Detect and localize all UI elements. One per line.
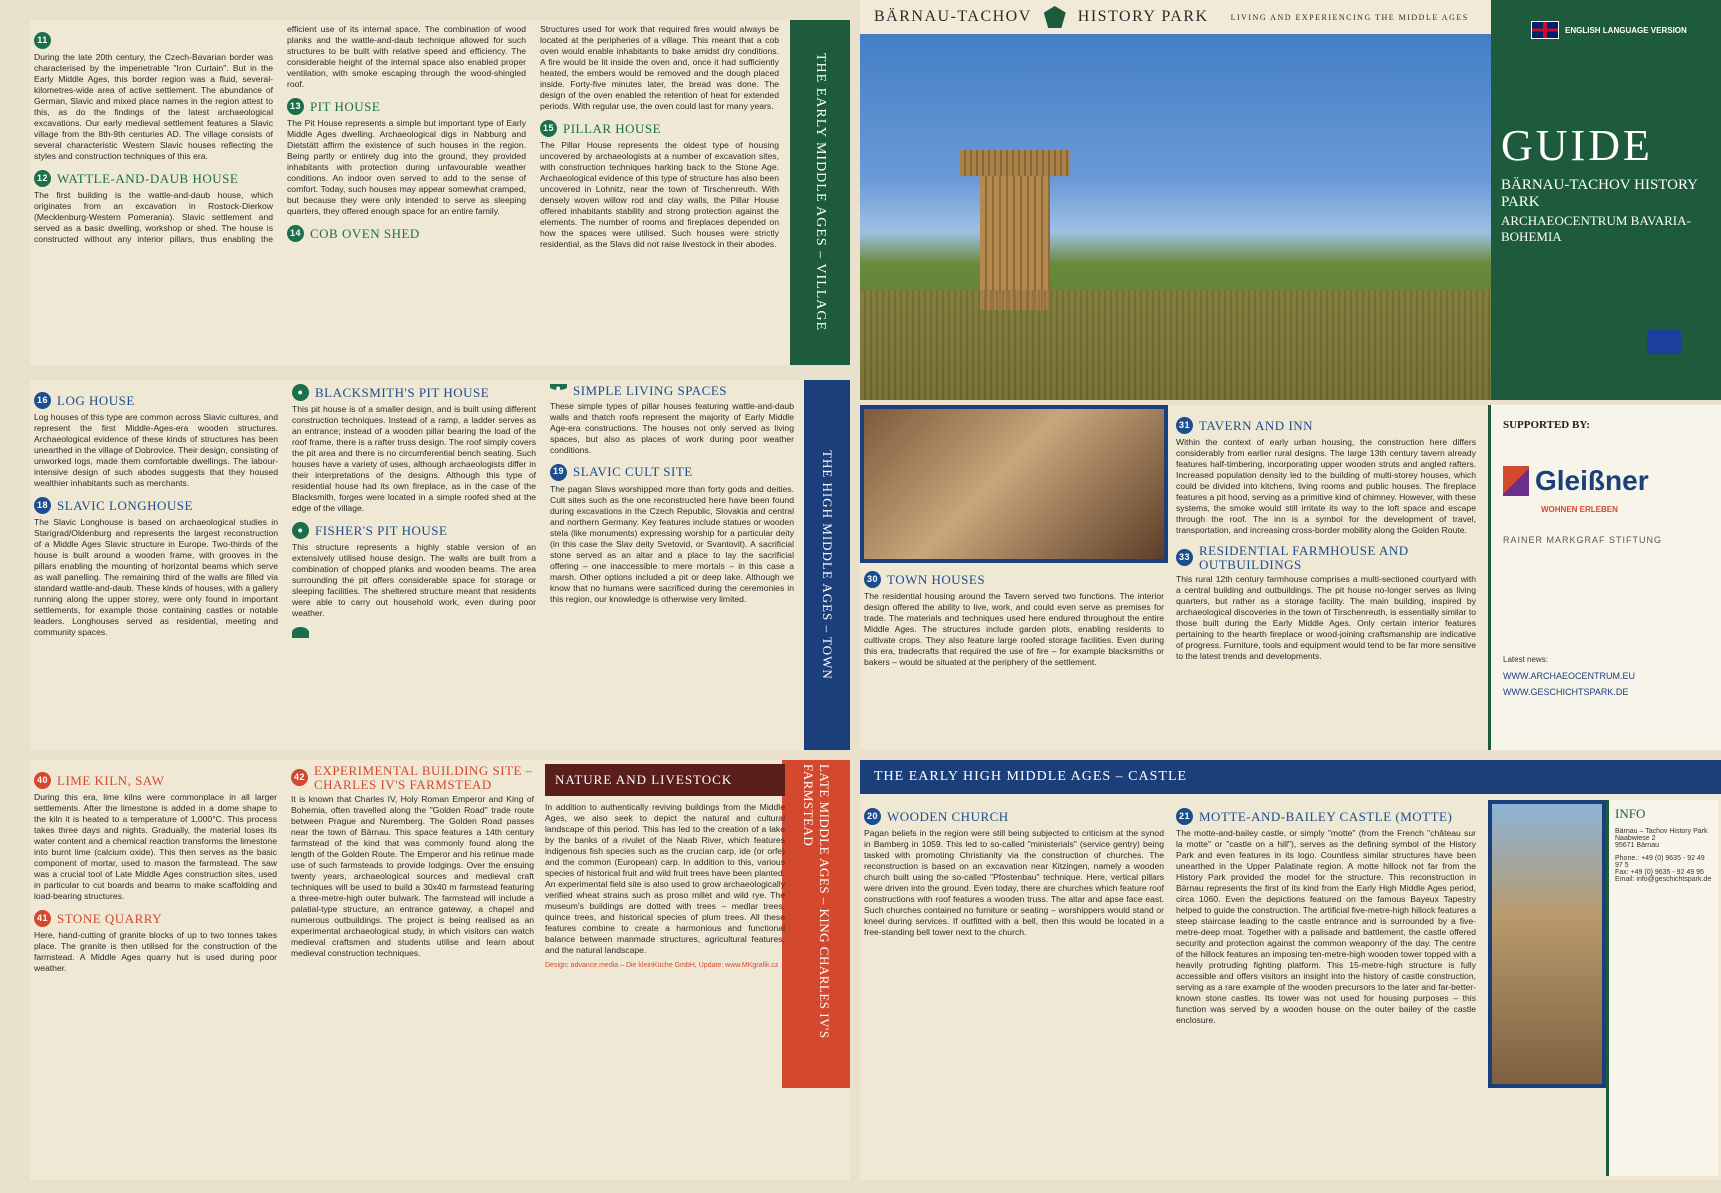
panel-cover [860, 0, 1721, 400]
section-text: The Pillar House represents the oldest type of housing uncovered by archaeologists at a number of excavation sites, with construction techniques harking back to the Stone Age. Archaeological evidence of this type of structure has also been uncovered in Lohnitz, near the town of Tirschenreuth. With densely woven willow rod and clay walls, the Pillar House offered inhabitants stability and strong protection against the elements. The number of rooms and fireplaces depended on how the spaces were utilised. Such houses were strictly residential, as the Slavs did not raise livestock in their abodes. [540, 140, 779, 249]
park-logo [874, 6, 1469, 28]
section-title: SIMPLE LIVING SPACES [573, 383, 727, 398]
info-address-1: Bärnau – Tachov History Park [1615, 828, 1708, 835]
early-village-band-label: THE EARLY MIDDLE AGES – VILLAGE [813, 53, 828, 332]
castle-photo [1488, 800, 1606, 1088]
english-badge [1531, 20, 1701, 40]
info-email[interactable]: Email: info@geschichtspark.de [1615, 876, 1712, 883]
section-number: 41 [34, 910, 51, 927]
section-text: Log houses of this type are common across Slavic cultures, and represent the first Middle-Ages-era wooden structures. Archaeological evidence of these kinds of structures has been unearthed in the village of Dobrovice. Their design, consisting of unworked logs, made them comfortable dwellings. The labour-intensive design of such abodes suggests that they housed wealthier inhabitants such as merchants. [34, 412, 278, 488]
section-text: The Pit House represents a simple but important type of Early Middle Ages dwelling. Archaeological digs in Nabburg and Dietstätt affirm the existence of such houses in the region. Being partly or entirely dug into the ground, they provided inhabitants with protection during unfavourable weather conditions. An indoor oven served to add to the sense of comfort. Today, such houses may appear somewhat cramped, but because they were only intended to serve as sleeping quarters, they offered enough space for an entire family. [287, 118, 526, 216]
section-number: 13 [287, 98, 304, 115]
section-title: WATTLE-AND-DAUB HOUSE [57, 170, 239, 186]
section-title: LIME KILN, SAW [57, 772, 165, 788]
section-text: Within the context of early urban housing, the construction here differs considerably from earlier rural designs. The large 13th century tavern already features half-timbering, incorporating upper wooden struts and angled rafters. Increased population density led to the building of multi-storey houses, which could be divided into kitchens, living rooms and public houses. The fireplace features a pit hood, serving as a primitive kind of chimney. However, with these systems, the smoke would still irritate its way to the loft space and escape through the roof. The inn is a symbol for the development of travel, transportation, and increasing cross-border mobility along the Golden Route. [1176, 437, 1476, 535]
section-title: RESIDENTIAL FARMHOUSE AND OUTBUILDINGS [1199, 543, 1409, 572]
section-title: WOODEN CHURCH [887, 808, 1009, 824]
section-text: It is known that Charles IV, Holy Roman Emperor and King of Bohemia, often travelled along the "Golden Road" trade route between Prague and Nuremberg. The Golden Road passes near the town of Bärnau. This space features a 14th century farmstead of the kind that was commonly found along the length of the Golden Route. The Emperor and his retinue made use of such farmsteads to provide lodgings. Over the ensuing twenty years, archaeological sources and medieval craft techniques will be used to build a 30x40 m farmstead featuring a three-metre-high outer bulwark. The farmstead will include a palatial-type structure, an entrance gateway, a chapel and numerous outbuildings. The project is being realised as an experimental archaeological study, in which visitors can watch medieval craftsmen and students utilise and learn about medieval construction techniques. [291, 794, 534, 959]
section-title: PILLAR HOUSE [563, 120, 662, 136]
gleissner-name: Gleißner [1535, 465, 1649, 496]
section-title: EXPERIMENTAL BUILDING SITE – CHARLES IV'S FARMSTEAD [314, 763, 533, 792]
guide-title: GUIDE [1501, 121, 1653, 170]
section-title: SLAVIC CULT SITE [573, 464, 693, 480]
section-number: 21 [1176, 808, 1193, 825]
section-title: TOWN HOUSES [887, 571, 986, 587]
section-number: 12 [34, 170, 51, 187]
nature-band [545, 764, 785, 796]
section-number: 15 [540, 120, 557, 137]
logo-tagline: LIVING AND EXPERIENCING THE MIDDLE AGES [1230, 12, 1469, 22]
info-address-3: 95671 Bärnau [1615, 842, 1659, 849]
park-logo-icon [1044, 6, 1066, 28]
url-geschichtspark[interactable]: WWW.GESCHICHTSPARK.DE [1503, 687, 1629, 697]
section-text: Here, hand-cutting of granite blocks of up to two tonnes takes place. The granite is then utilised for the construction of the farmstead. A Middle Ages quarry hut is used during poor weather. [34, 930, 277, 973]
info-heading: INFO [1615, 806, 1646, 821]
section-title: COB OVEN SHED [310, 225, 420, 241]
section-text: This rural 12th century farmhouse comprises a multi-sectioned courtyard with a central building and outbuildings. The pit house no-longer serves as living quarters, but rather as a storage facility. The main building, inspired by archaeological discoveries in the town of Tirschenreuth, is essentially similar to those built during the Early Middle Ages. Only certain interior features pertaining to the hearth fireplace or wood-joining craftsmanship are indicative of progress. Furniture, tools and equipment would tend to be far more sensitive to the latest trends and developments. [1176, 574, 1476, 662]
supporters-panel [1488, 405, 1721, 750]
section-text: The motte-and-bailey castle, or simply "motte" (from the French "château sur la motte" or "castle on a hill"), serves as the defining symbol of the History Park and even features in its logo. Countless similar structures have been unearthed in the Upper Palatinate region. A motte hillock not far from the History Park provided the model for the structure. This reconstruction in Bärnau represents the first of its kind from the Early High Middle Ages period, circa 1060. Even the depictions featured on the famous Bayeux Tapestry helped to guide the construction. The artificial five-metre-high hillock features a steep staircase leading to the castle entrance and is surrounded by a five-metre-deep moat. Together with a palisade and battlement, the castle offered security and protection against the common weaponry of the day. The centre of the hillock features an imposing ten-metre-high wooden tower topped with a heavily protruding fighting platform. This 15-metre-high structure is fully accessible and offers visitors an insight into the history of castle construction, serving as a rare example of the wooden precursors to the later and far-better-known stone castles. Its tower was not used for housing purposes – this function was served by a wooden house on the outer bailey of the castle enclosure. [1176, 828, 1476, 1025]
section-title: PIT HOUSE [310, 98, 381, 114]
gleissner-tagline: WOHNEN ERLEBEN [1541, 505, 1618, 514]
section-number: 11 [34, 32, 51, 49]
panel-late-middle-ages [30, 760, 850, 1180]
panel-high-town [30, 380, 850, 750]
gleissner-logo-icon [1503, 466, 1529, 496]
latest-news-label: Latest news: [1503, 655, 1548, 664]
castle-band-label: THE EARLY HIGH MIDDLE AGES – CASTLE [874, 769, 1188, 784]
tavern-photo [860, 405, 1168, 563]
panel-early-village [30, 20, 850, 365]
english-label: ENGLISH LANGUAGE VERSION [1565, 25, 1687, 35]
section-text: The Slavic Longhouse is based on archaeological studies in Starigrad/Oldenburg and represents the largest reconstruction of a Middle Ages Slavic structure in Europe. Two-thirds of the house is built around a wooden frame, with grooves in the pillars enabling the mounting of horizontal beams which serve as wall panelling. The remaining third of the walls are filled via standard wattle-and-daub. These kinds of houses, with a gallery running along the upper storey, were only found in important settlements, for example those containing castles or notable leaders. Longhouses served as residential, meeting and community spaces. [34, 517, 278, 637]
info-phone[interactable]: Phone.: +49 (0) 9635 - 92 49 97 5 [1615, 855, 1705, 869]
section-number: 31 [1176, 417, 1193, 434]
section-number: 42 [291, 769, 308, 786]
section-number: ● [292, 522, 309, 539]
section-number: 40 [34, 772, 51, 789]
panel-castle [860, 760, 1721, 1180]
section-text: During this era, lime kilns were commonplace in all larger settlements. After the limestone is added in a dome shape to the kiln it is heated to a temperature of 1,000°C. This process takes three days and nights. Gradually, the material loses its water content and a chemical reaction transforms the limestone into burnt lime (calcium oxide). This then serves as the basic component of mortar, used to mason the farmstead. The saw was a crucial tool of Late Middle Ages construction sites, used in particular to cut boards and beams to make scaffolding and load-bearing structures. [34, 792, 277, 901]
section-number: 14 [287, 225, 304, 242]
section-title: SLAVIC LONGHOUSE [57, 497, 193, 513]
section-number: 30 [864, 571, 881, 588]
section-text: The residential housing around the Tavern served two functions. The interior design offered the ability to live, work, and could even serve as premises for trade. The materials and techniques used here endured throughout the entire Middle Ages. The structures include garden plots, enabling residents to cultivate crops. They also feature large roofed storage facilities. Even during this era, tradecrafts that required the use of fire – for example blacksmiths or bakers – would be situated at the periphery of the settlement. [864, 591, 1164, 667]
info-address-2: Naabwiese 2 [1615, 835, 1656, 842]
eu-flag-icon [1647, 330, 1681, 354]
section-text: This pit house is of a smaller design, and is built using different construction techniques. Instead of a ramp, a ladder serves as an entrance; instead of a wooden pillar bearing the load of the roof frame, there is a rafter truss design. The roof simply covers the pit area and there is no circumferential bench seating. Such houses have a variety of uses, although archaeologists differ in their interpretations of the designs. Although this type of residential house had its own fireplace, as in the case of the Blacksmith, forges were located in a simple roofed shed at the edge of the village. [292, 404, 536, 513]
url-archaeocentrum[interactable]: WWW.ARCHAEOCENTRUM.EU [1503, 671, 1635, 681]
section-number: 33 [1176, 549, 1193, 566]
supported-label: SUPPORTED BY: [1503, 419, 1590, 431]
section-text: The first building is the wattle-and-daub house, which originates from an excavation in Rostock-Dierkow (Mecklenburg-Western Pomerania). Slavic settlement and served as a basic dwelling, workshop or shed. The house is constructed without any interior pillars, thus enabling the efficient use of its internal space. The combination of wood planks and the wattle-and-daub technique allowed for such structures to be built with relative speed and efficiency. The considerable height of the internal space also enabled proper ventilation, with smoke escaping through the wood-shingled roof. [34, 24, 526, 244]
design-credit: Design: advance.media – Die kleinKüche GmbH, Update: www.MKgrafik.cz [545, 962, 779, 969]
cover-subtitle-1: BÄRNAU-TACHOV HISTORY PARK [1501, 177, 1698, 210]
section-number: ● [292, 384, 567, 638]
section-title: FISHER'S PIT HOUSE [315, 522, 448, 538]
uk-flag-icon [1531, 21, 1559, 39]
nature-band-label: NATURE AND LIVESTOCK [555, 772, 733, 787]
info-panel [1606, 800, 1718, 1176]
early-village-intro: During the late 20th century, the Czech-Bavarian border was characterised by the impenetrable "Iron Curtain". But in the Early Middle Ages, this border region was a fluid, several-kilometres-wide area of active settlement. The abundance of German, Slavic and mixed place names in the region attest to this, as do the findings of the latest archaeological excavations. Our early medieval settlement features a Slavic village from the 8th-9th centuries AD. The village consists of several characteristic Western Slavic houses reflecting the styles and construction techniques of this era. [34, 52, 273, 161]
section-title: TAVERN AND INN [1199, 417, 1314, 433]
nature-text: In addition to authentically reviving buildings from the Middle Ages, we also seek to depict the natural and cultural landscape of this period. This has led to the creation of a lake by the banks of a rivulet of the Naab River, which features indigenous fish species such as the crucian carp, ide (or orfe) and the common (European) carp. In addition to this, various species of historical fruit and wild fruit trees have been planted. An experimental field site is also used to grow archaeologically verified wheat strains such as proso millet and wild rye. The museum's buildings are dotted with trees – medlar trees, quince trees, and historical species of plum trees. All these features combine to create a harmonious and functional balance between manmade structures, agricultural features, and the natural landscape. [545, 802, 785, 955]
logo-name-1: BÄRNAU-TACHOV [874, 8, 1032, 25]
section-title: MOTTE-AND-BAILEY CASTLE (MOTTE) [1199, 808, 1453, 824]
cover-guide [1501, 120, 1701, 245]
logo-name-2: HISTORY PARK [1077, 8, 1209, 25]
section-text: Pagan beliefs in the region were still being subjected to criticism at the synod in Bamberg in 1059. This led to so-called "ministerials" (service gentry) being tasked with promoting Christianity via the construction of churches. The reconstruction is based on an excavation near Kitzingen, namely a wooden church built using the so-called "Pfostenbau" technique. Here, vertical pillars were driven into the ground. Even today, there are churches which feature roof constructions with roof features a wooden truss. The altar and apse face east. Such churches contained no furniture or seating – worshippers would stand or kneel during services. If outfitted with a bell, then this would be located in a free-standing bell tower next to the church. [864, 828, 1164, 937]
section-title: BLACKSMITH'S PIT HOUSE [315, 384, 490, 400]
section-number: 19 [550, 464, 567, 481]
late-band-label: LATE MIDDLE AGES – KING CHARLES IV'S FARMSTEAD [801, 764, 832, 1039]
section-text: The pagan Slavs worshipped more than forty gods and deities. Cult sites such as the one reconstructed here have been found during excavations in the Czech Republic, Slovakia and central and northern Germany. Key features include statues or wooden stela (like monuments) expressing worship for a particular deity (in this case the Slav deity Svetovid, or Svantovit). A sacrificial stone served as an altar and a place to lay the sacrificial offering – one inaccessible to mere mortals – in this case a marsh. Other options included a pit or deep lake. Although we know that no humans were sacrificed during the ceremonies in this region, our knowledge is otherwise very limited. [550, 483, 794, 604]
tower-illustration [980, 160, 1050, 310]
section-title: STONE QUARRY [57, 910, 163, 926]
section-text: This structure represents a highly stable version of an extensively utilised house design. The walls are built from a combination of chopped planks and wooden beams. The area surrounding the pit offers considerable space for storage or sleeping facilities. The sheltered structure meant that residents were able to carry out household work, even during poor weather. [292, 542, 536, 618]
gleissner-logo [1503, 465, 1649, 497]
section-text: These simple types of pillar houses featuring wattle-and-daub walls and thatch roofs represent the majority of Early Middle Age-era constructions. The houses not only served as living spaces, but also as places of work during poor weather conditions. [550, 400, 794, 455]
section-number: 18 [34, 497, 51, 514]
section-number: 16 [34, 392, 51, 409]
section-number: 20 [864, 808, 881, 825]
cover-subtitle-2: ARCHAEOCENTRUM BAVARIA-BOHEMIA [1501, 213, 1691, 244]
section-text: Structures used for work that required fires would always be located at the peripheries of a village. This meant that a cob oven would enable inhabitants to bake amidst dry conditions. A fire would be lit inside the oven and, once it had sufficiently heated, the embers would be removed and the dough placed inside. Forty-five minutes later, the bread was done. The design of the oven enabled the retention of heat for extended periods. With regular use, the oven could last for many years. [540, 24, 779, 111]
section-number: ● [292, 384, 309, 401]
rainer-logo: RAINER MARKGRAF STIFTUNG [1503, 535, 1663, 545]
info-fax: Fax: +49 (0) 9635 - 92 49 95 [1615, 869, 1704, 876]
section-title: LOG HOUSE [57, 392, 135, 408]
panel-town-houses [860, 405, 1721, 750]
high-town-band-label: THE HIGH MIDDLE AGES – TOWN [820, 450, 835, 680]
